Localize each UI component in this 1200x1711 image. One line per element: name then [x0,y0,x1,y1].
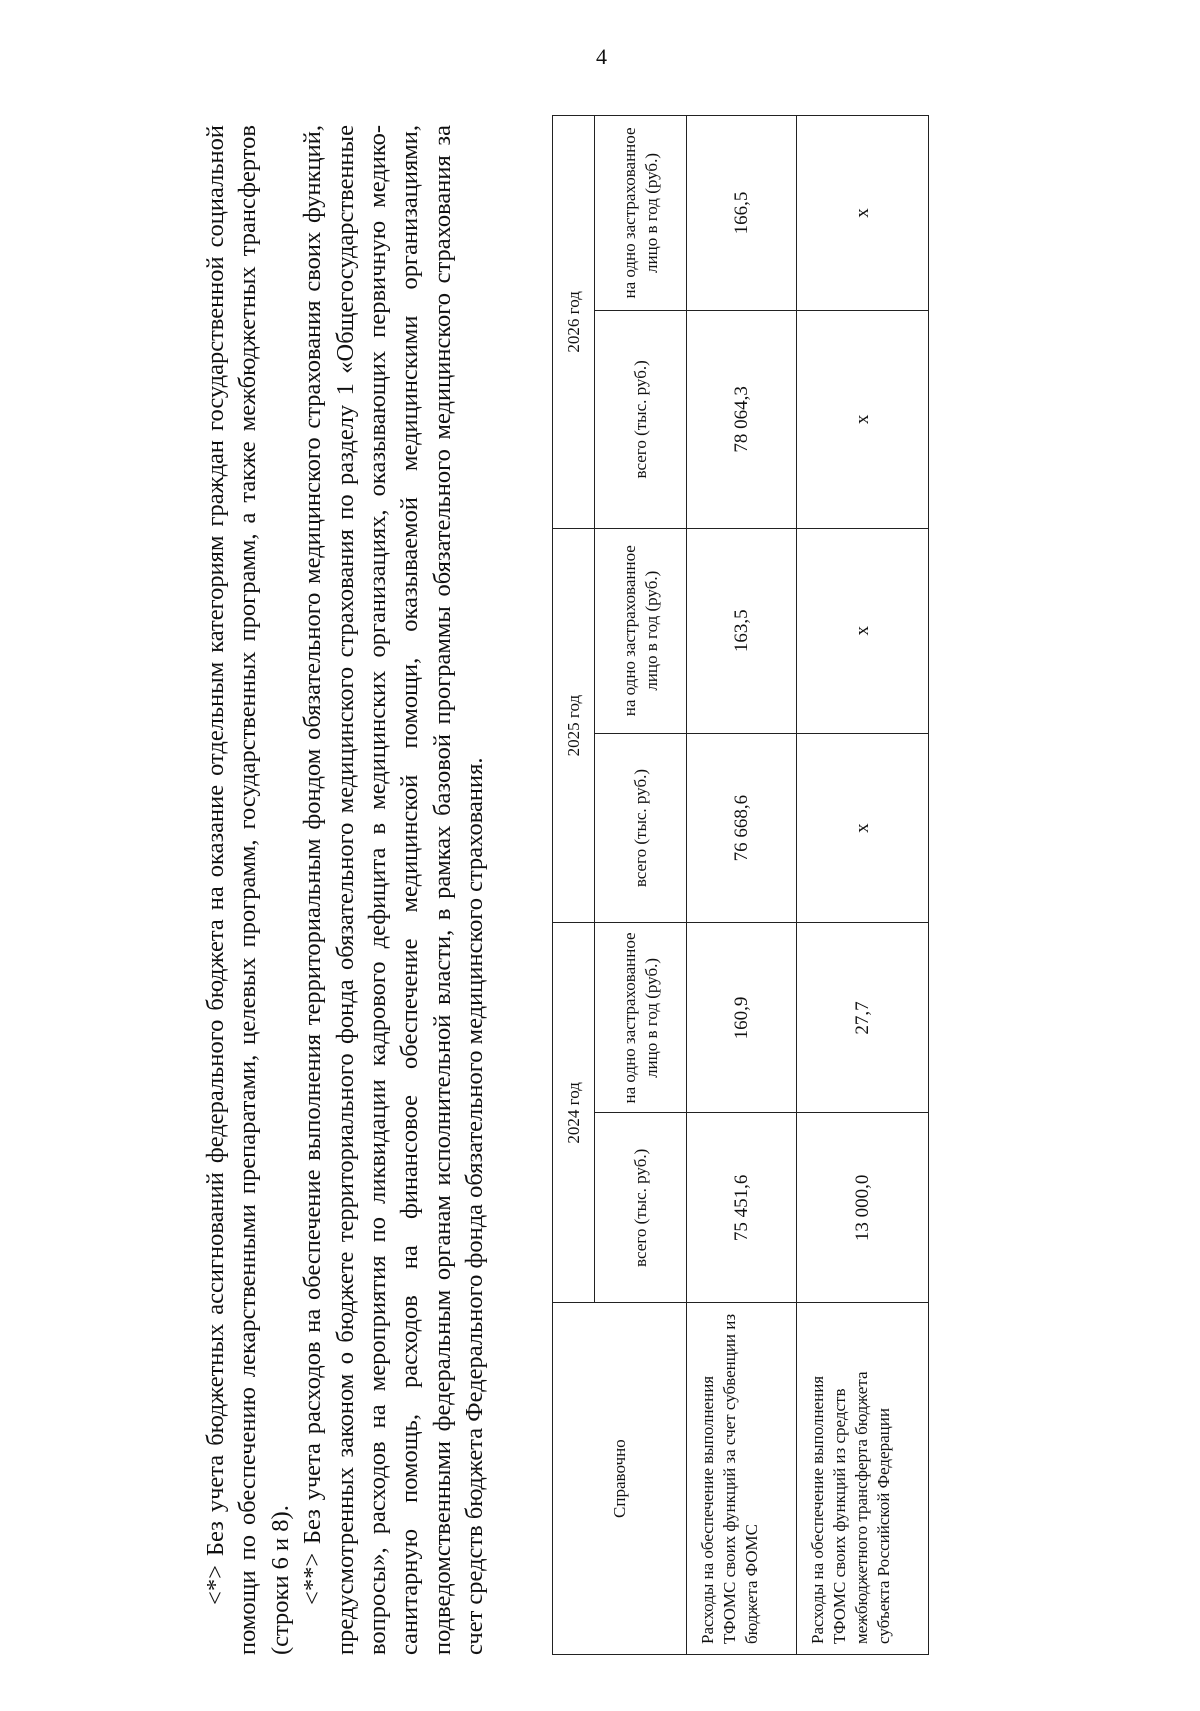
cell-value: 78 064,3 [687,310,797,528]
cell-value: 160,9 [687,923,797,1113]
subheader: всего (тыс. руб.) [595,733,687,923]
cell-value: 76 668,6 [687,733,797,923]
rotated-content [200,100,1000,1655]
cell-value: 166,5 [687,116,797,311]
cell-value: 75 451,6 [687,1113,797,1303]
footnotes [200,125,492,1655]
subheader: на одно застрахованное лицо в год (руб.) [595,116,687,311]
cell-value: x [797,528,929,733]
subheader: всего (тыс. руб.) [595,1113,687,1303]
page-number: 4 [596,44,607,69]
cell-value: x [797,310,929,528]
reference-table [552,115,929,1655]
row-label: Расходы на обеспечение выполнения ТФОМС своих функций из средств межбюджетного трансферта бюджета субъекта Российской Федерации [797,1303,929,1655]
footnote-2: <**> Без учета расходов на обеспечение выполнения территориальным фондом обязательного медицинского страхования своих функций, предусмотренных законом о бюджете территориального фонда обязательного медицинского страхования по разделу 1 «Общегосударственные вопросы», расходов на мероприятия по ликвидации кадрового дефицита в медицинских организациях, оказывающих первичную медико-санитарную помощь, расходов на финансовое обеспечение медицинской помощи, оказываемой медицинскими организациями, подведомственными федеральным органам исполнительной власти, в рамках базовой программы обязательного медицинского страхования за счет средств бюджета Федерального фонда обязательного медицинского страхования. [299,125,489,1655]
year-header-2025: 2025 год [553,528,595,923]
cell-value: x [797,116,929,311]
footnote-1: <*> Без учета бюджетных ассигнований федерального бюджета на оказание отдельным категориям граждан государственной социальной помощи по обеспечению лекарственными препаратами, целевых программ, государственных программ, а также межбюджетных трансфертов (строки 6 и 8). [202,125,294,1655]
table-row [797,116,929,1655]
table-row [687,116,797,1655]
subheader: на одно застрахованное лицо в год (руб.) [595,528,687,733]
cell-value: 27,7 [797,923,929,1113]
subheader: всего (тыс. руб.) [595,310,687,528]
row-label: Расходы на обеспечение выполнения ТФОМС своих функций за счет субвенции из бюджета ФОМС [687,1303,797,1655]
year-header-2026: 2026 год [553,116,595,529]
cell-value: 163,5 [687,528,797,733]
corner-header: Справочно [553,1303,687,1655]
cell-value: 13 000,0 [797,1113,929,1303]
year-header-2024: 2024 год [553,923,595,1303]
cell-value: x [797,733,929,923]
subheader: на одно застрахованное лицо в год (руб.) [595,923,687,1113]
